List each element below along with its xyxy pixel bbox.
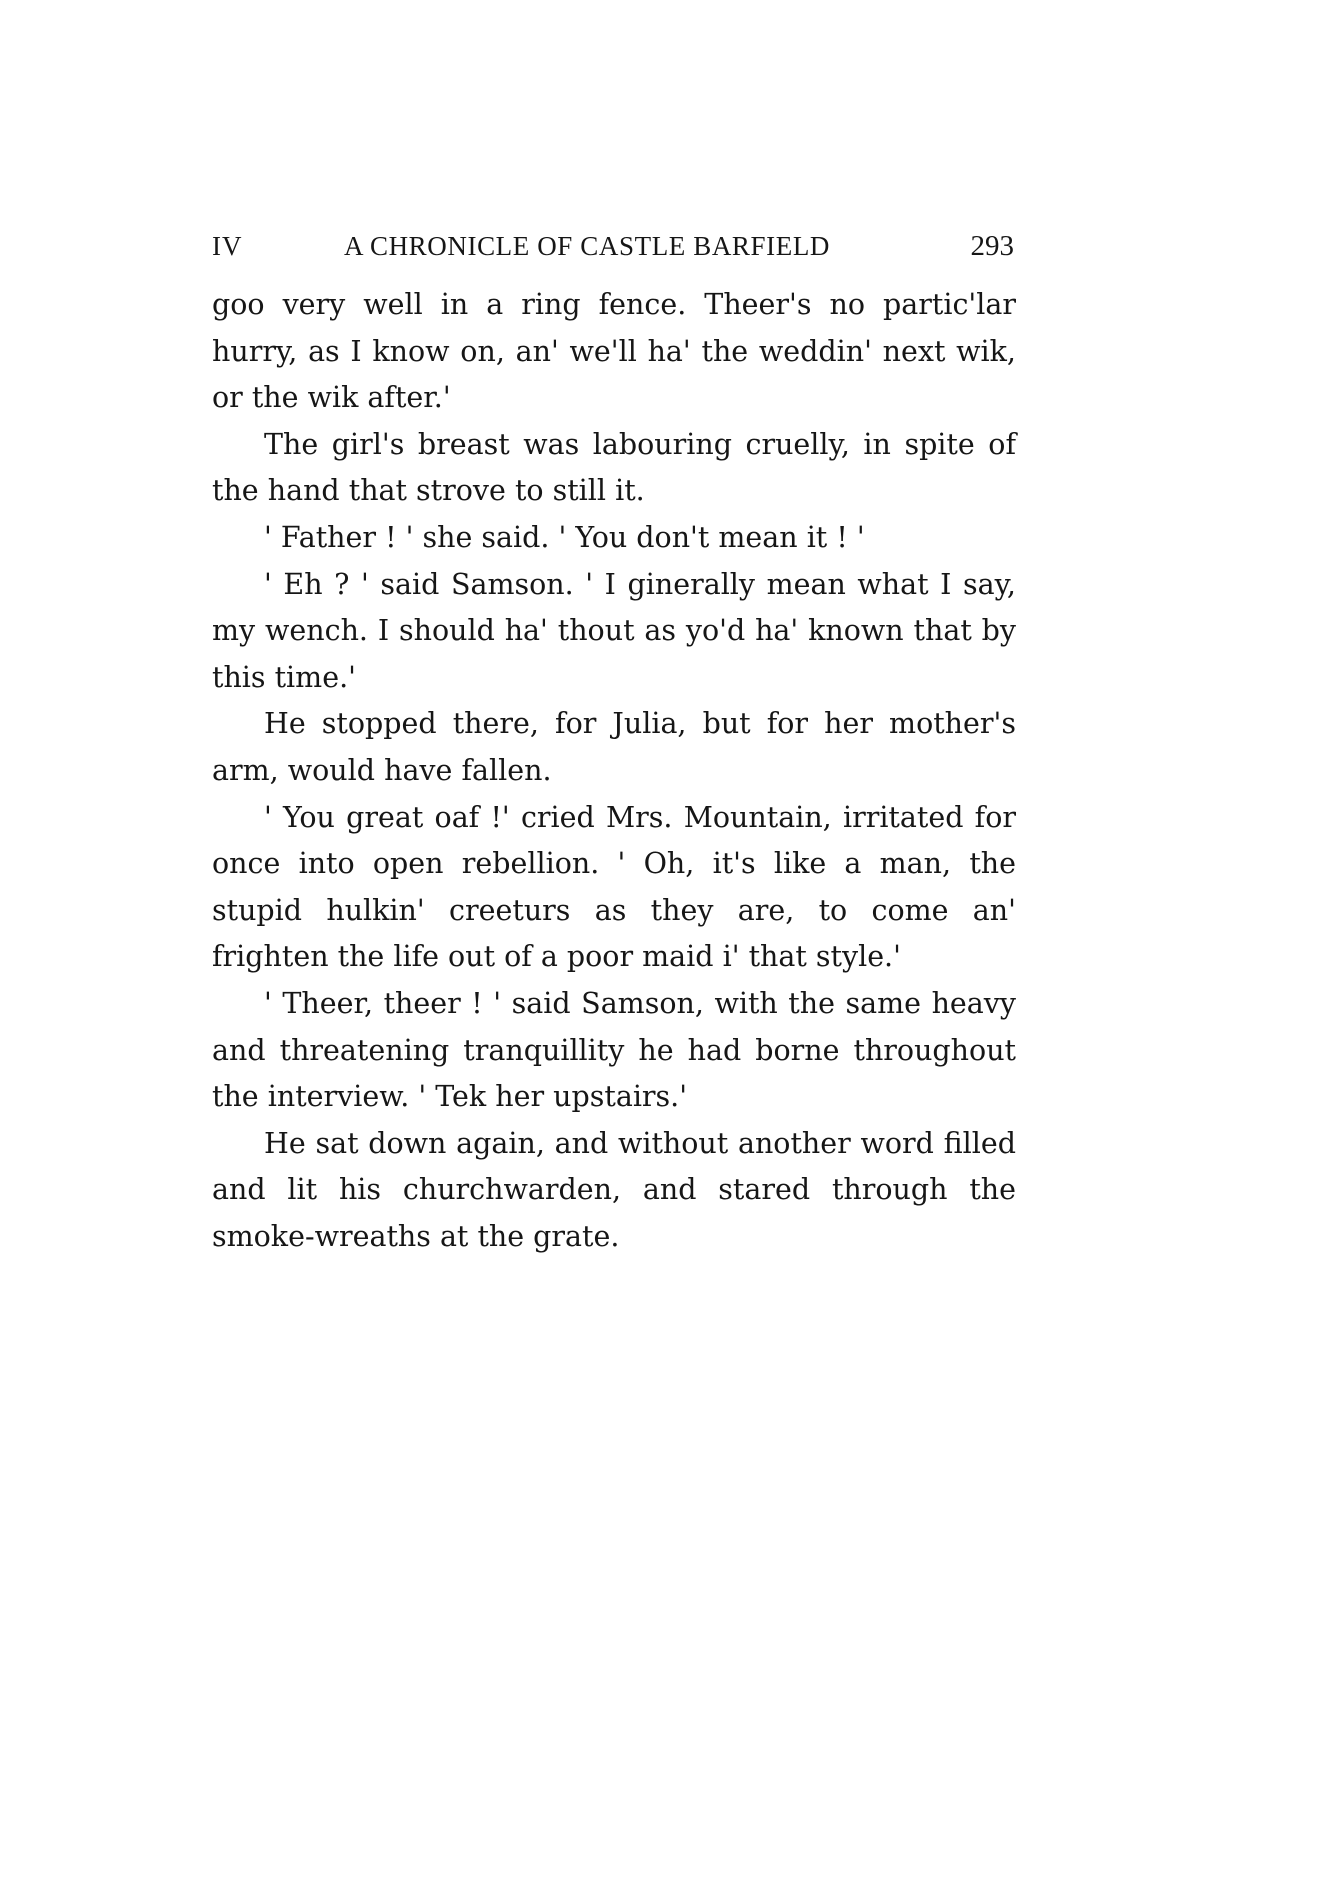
page-number: 293 (970, 230, 1014, 262)
running-title: A CHRONICLE OF CASTLE BARFIELD (344, 231, 831, 261)
paragraph: ' You great oaf !' cried Mrs. Mountain, irritated for once into open rebellion. ' Oh, it's like a man, the stupid hulkin' creeturs as they are, to come an' frighten the life out of a poor maid i' that style.' (212, 800, 1016, 974)
paragraph: ' Eh ? ' said Samson. ' I ginerally mean what I say, my wench. I should ha' thout as yo'd ha' known that by this time.' (212, 567, 1016, 694)
paragraph: ' Father ! ' she said. ' You don't mean it ! ' (264, 520, 865, 554)
paragraph-continued: goo very well in a ring fence. Theer's no partic'lar hurry, as I know on, an' we'll ha' the weddin' next wik, or the wik after.' (212, 288, 1016, 415)
body-text (212, 282, 1016, 1260)
paragraph: ' Theer, theer ! ' said Samson, with the same heavy and threatening tranquillity he had borne throughout the interview. ' Tek her upstairs.' (212, 986, 1016, 1114)
paragraph: He stopped there, for Julia, but for her mother's arm, would have fallen. (212, 707, 1016, 787)
paragraph: The girl's breast was labouring cruelly, in spite of the hand that strove to still it. (212, 427, 1016, 508)
chapter-number: IV (212, 231, 243, 261)
running-header (212, 224, 1020, 268)
paragraph: He sat down again, and without another word filled and lit his churchwarden, and stared through the smoke-wreaths at the grate. (212, 1126, 1016, 1253)
